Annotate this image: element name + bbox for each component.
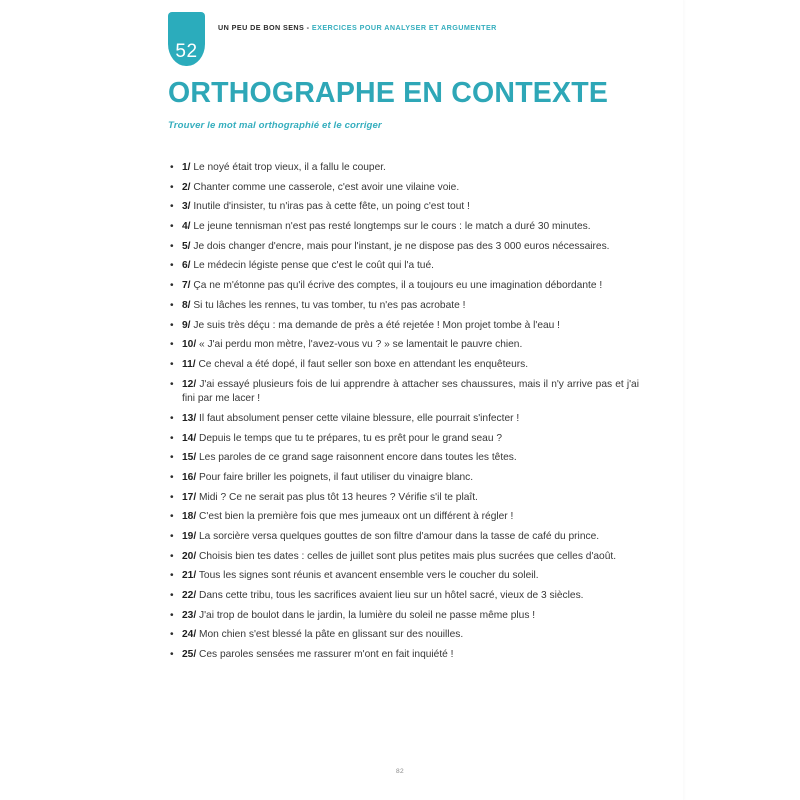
list-item-number: 5/ <box>182 240 191 252</box>
list-item-text: Le jeune tennisman n'est pas resté longtemps sur le cours : le match a duré 30 minutes. <box>193 221 591 233</box>
list-item <box>168 220 639 235</box>
list-item-number: 13/ <box>182 412 197 424</box>
page-title: ORTHOGRAPHE EN CONTEXTE <box>168 77 609 109</box>
list-item-text: Choisis bien tes dates : celles de juillet sont plus petites mais plus sucrées que celles d'août. <box>199 550 617 562</box>
list-item <box>168 451 639 466</box>
bullet-icon: • <box>170 550 174 562</box>
bullet-icon: • <box>170 358 174 370</box>
exercise-number-label: 52 <box>175 41 198 62</box>
list-item-number: 1/ <box>182 162 191 173</box>
list-item-text: J'ai essayé plusieurs fois de lui apprendre à attacher ses chaussures, mais il n'y arrive pas et j'ai fini par me lacer ! <box>182 378 639 405</box>
breadcrumb-book-title: UN PEU DE BON SENS <box>218 23 305 32</box>
bullet-icon: • <box>170 590 174 602</box>
list-item-text: Les paroles de ce grand sage raisonnent encore dans toutes les têtes. <box>199 452 517 464</box>
list-item-number: 2/ <box>182 181 191 193</box>
bullet-icon: • <box>170 181 174 193</box>
list-item <box>168 279 639 294</box>
list-item <box>168 338 639 353</box>
list-item <box>168 259 639 274</box>
list-item-number: 19/ <box>182 530 197 542</box>
bullet-icon: • <box>170 432 174 444</box>
list-item-text: Si tu lâches les rennes, tu vas tomber, tu n'es pas acrobate ! <box>193 299 466 311</box>
list-item <box>168 628 639 643</box>
list-item-number: 9/ <box>182 319 191 331</box>
list-item-number: 15/ <box>182 452 197 464</box>
list-item-text: J'ai trop de boulot dans le jardin, la lumière du soleil ne passe même plus ! <box>199 609 536 621</box>
list-item-number: 17/ <box>182 491 197 503</box>
list-item-number: 21/ <box>182 570 197 582</box>
list-item-number: 6/ <box>182 260 191 272</box>
list-item-text: Dans cette tribu, tous les sacrifices avaient lieu sur un hôtel sacré, vieux de 3 siècles. <box>199 590 584 602</box>
bullet-icon: • <box>170 471 174 483</box>
list-item-text: C'est bien la première fois que mes jumeaux ont un différent à régler ! <box>199 511 514 523</box>
page-header <box>168 0 639 68</box>
list-item-text: Pour faire briller les poignets, il faut utiliser du vinaigre blanc. <box>199 471 474 483</box>
bullet-icon: • <box>170 649 174 661</box>
page-content <box>168 0 639 661</box>
list-item-text: Il faut absolument penser cette vilaine blessure, elle pourrait s'infecter ! <box>199 412 520 424</box>
list-item <box>168 589 639 604</box>
list-item <box>168 412 639 427</box>
bullet-icon: • <box>170 570 174 582</box>
bullet-icon: • <box>170 609 174 621</box>
list-item <box>168 358 639 373</box>
list-item <box>168 378 639 407</box>
list-item-number: 14/ <box>182 432 197 444</box>
bullet-icon: • <box>170 319 174 331</box>
bullet-icon: • <box>170 378 174 390</box>
bullet-icon: • <box>170 299 174 311</box>
list-item <box>168 432 639 447</box>
list-item <box>168 299 639 314</box>
bullet-icon: • <box>170 530 174 542</box>
bullet-icon: • <box>170 240 174 252</box>
list-item-text: Depuis le temps que tu te prépares, tu es prêt pour le grand seau ? <box>199 432 502 444</box>
bullet-icon: • <box>170 412 174 424</box>
breadcrumb-section-title: EXERCICES POUR ANALYSER ET ARGUMENTER <box>311 23 497 32</box>
list-item-text: La sorcière versa quelques gouttes de son filtre d'amour dans la tasse de café du prince. <box>199 530 600 542</box>
bullet-icon: • <box>170 339 174 351</box>
list-item-number: 3/ <box>182 201 191 213</box>
list-item-text: Tous les signes sont réunis et avancent ensemble vers le coucher du soleil. <box>198 570 539 582</box>
list-item-number: 24/ <box>182 629 197 641</box>
bullet-icon: • <box>170 260 174 272</box>
exercise-list <box>168 161 639 663</box>
list-item-text: Ce cheval a été dopé, il faut seller son boxe en attendant les enquêteurs. <box>198 358 529 370</box>
list-item-text: Chanter comme une casserole, c'est avoir une vilaine voie. <box>193 181 460 193</box>
list-item-text: Je suis très déçu : ma demande de près a été rejetée ! Mon projet tombe à l'eau ! <box>193 319 560 331</box>
page-subtitle: Trouver le mot mal orthographié et le corriger <box>168 120 382 131</box>
list-item <box>168 240 639 255</box>
bullet-icon: • <box>170 452 174 464</box>
list-item <box>168 200 639 215</box>
list-item-number: 25/ <box>182 649 197 661</box>
list-item-text: Le médecin légiste pense que c'est le coût qui l'a tué. <box>193 260 434 272</box>
list-item-number: 20/ <box>182 550 197 562</box>
bullet-icon: • <box>170 511 174 523</box>
list-item-number: 10/ <box>182 339 197 351</box>
list-item-number: 8/ <box>182 299 191 311</box>
list-item-text: Midi ? Ce ne serait pas plus tôt 13 heures ? Vérifie s'il te plaît. <box>199 491 478 503</box>
list-item <box>168 319 639 334</box>
breadcrumb <box>218 24 497 31</box>
list-item-number: 7/ <box>182 280 191 292</box>
page-number: 82 <box>396 768 404 775</box>
list-item-number: 22/ <box>182 590 197 602</box>
breadcrumb-separator: - <box>304 23 312 32</box>
list-item-number: 12/ <box>182 378 197 390</box>
bullet-icon: • <box>170 221 174 233</box>
list-item-text: Le noyé était trop vieux, il a fallu le couper. <box>193 162 386 173</box>
list-item <box>168 569 639 584</box>
list-item-text: Inutile d'insister, tu n'iras pas à cette fête, un poing c'est tout ! <box>193 201 470 213</box>
bullet-icon: • <box>170 162 174 173</box>
list-item <box>168 609 639 624</box>
list-item <box>168 181 639 196</box>
list-item <box>168 530 639 545</box>
list-item-number: 16/ <box>182 471 197 483</box>
bullet-icon: • <box>170 280 174 292</box>
list-item-text: Mon chien s'est blessé la pâte en glissant sur des nouilles. <box>199 629 464 641</box>
list-item <box>168 550 639 565</box>
list-item-number: 23/ <box>182 609 197 621</box>
list-item-text: Ça ne m'étonne pas qu'il écrive des comptes, il a toujours eu une imagination débordante ! <box>193 280 603 292</box>
list-item-number: 4/ <box>182 221 191 233</box>
bullet-icon: • <box>170 491 174 503</box>
list-item-number: 18/ <box>182 511 197 523</box>
exercise-number-badge <box>168 12 205 66</box>
list-item-text: « J'ai perdu mon mètre, l'avez-vous vu ? » se lamentait le pauvre chien. <box>199 339 523 351</box>
bullet-icon: • <box>170 201 174 213</box>
list-item-number: 11/ <box>182 358 196 370</box>
list-item <box>168 161 639 176</box>
list-item <box>168 648 639 663</box>
list-item <box>168 471 639 486</box>
list-item <box>168 510 639 525</box>
list-item <box>168 491 639 506</box>
list-item-text: Ces paroles sensées me rassurer m'ont en fait inquiété ! <box>199 649 454 661</box>
list-item-text: Je dois changer d'encre, mais pour l'instant, je ne dispose pas des 3 000 euros nécessaires. <box>193 240 610 252</box>
bullet-icon: • <box>170 629 174 641</box>
